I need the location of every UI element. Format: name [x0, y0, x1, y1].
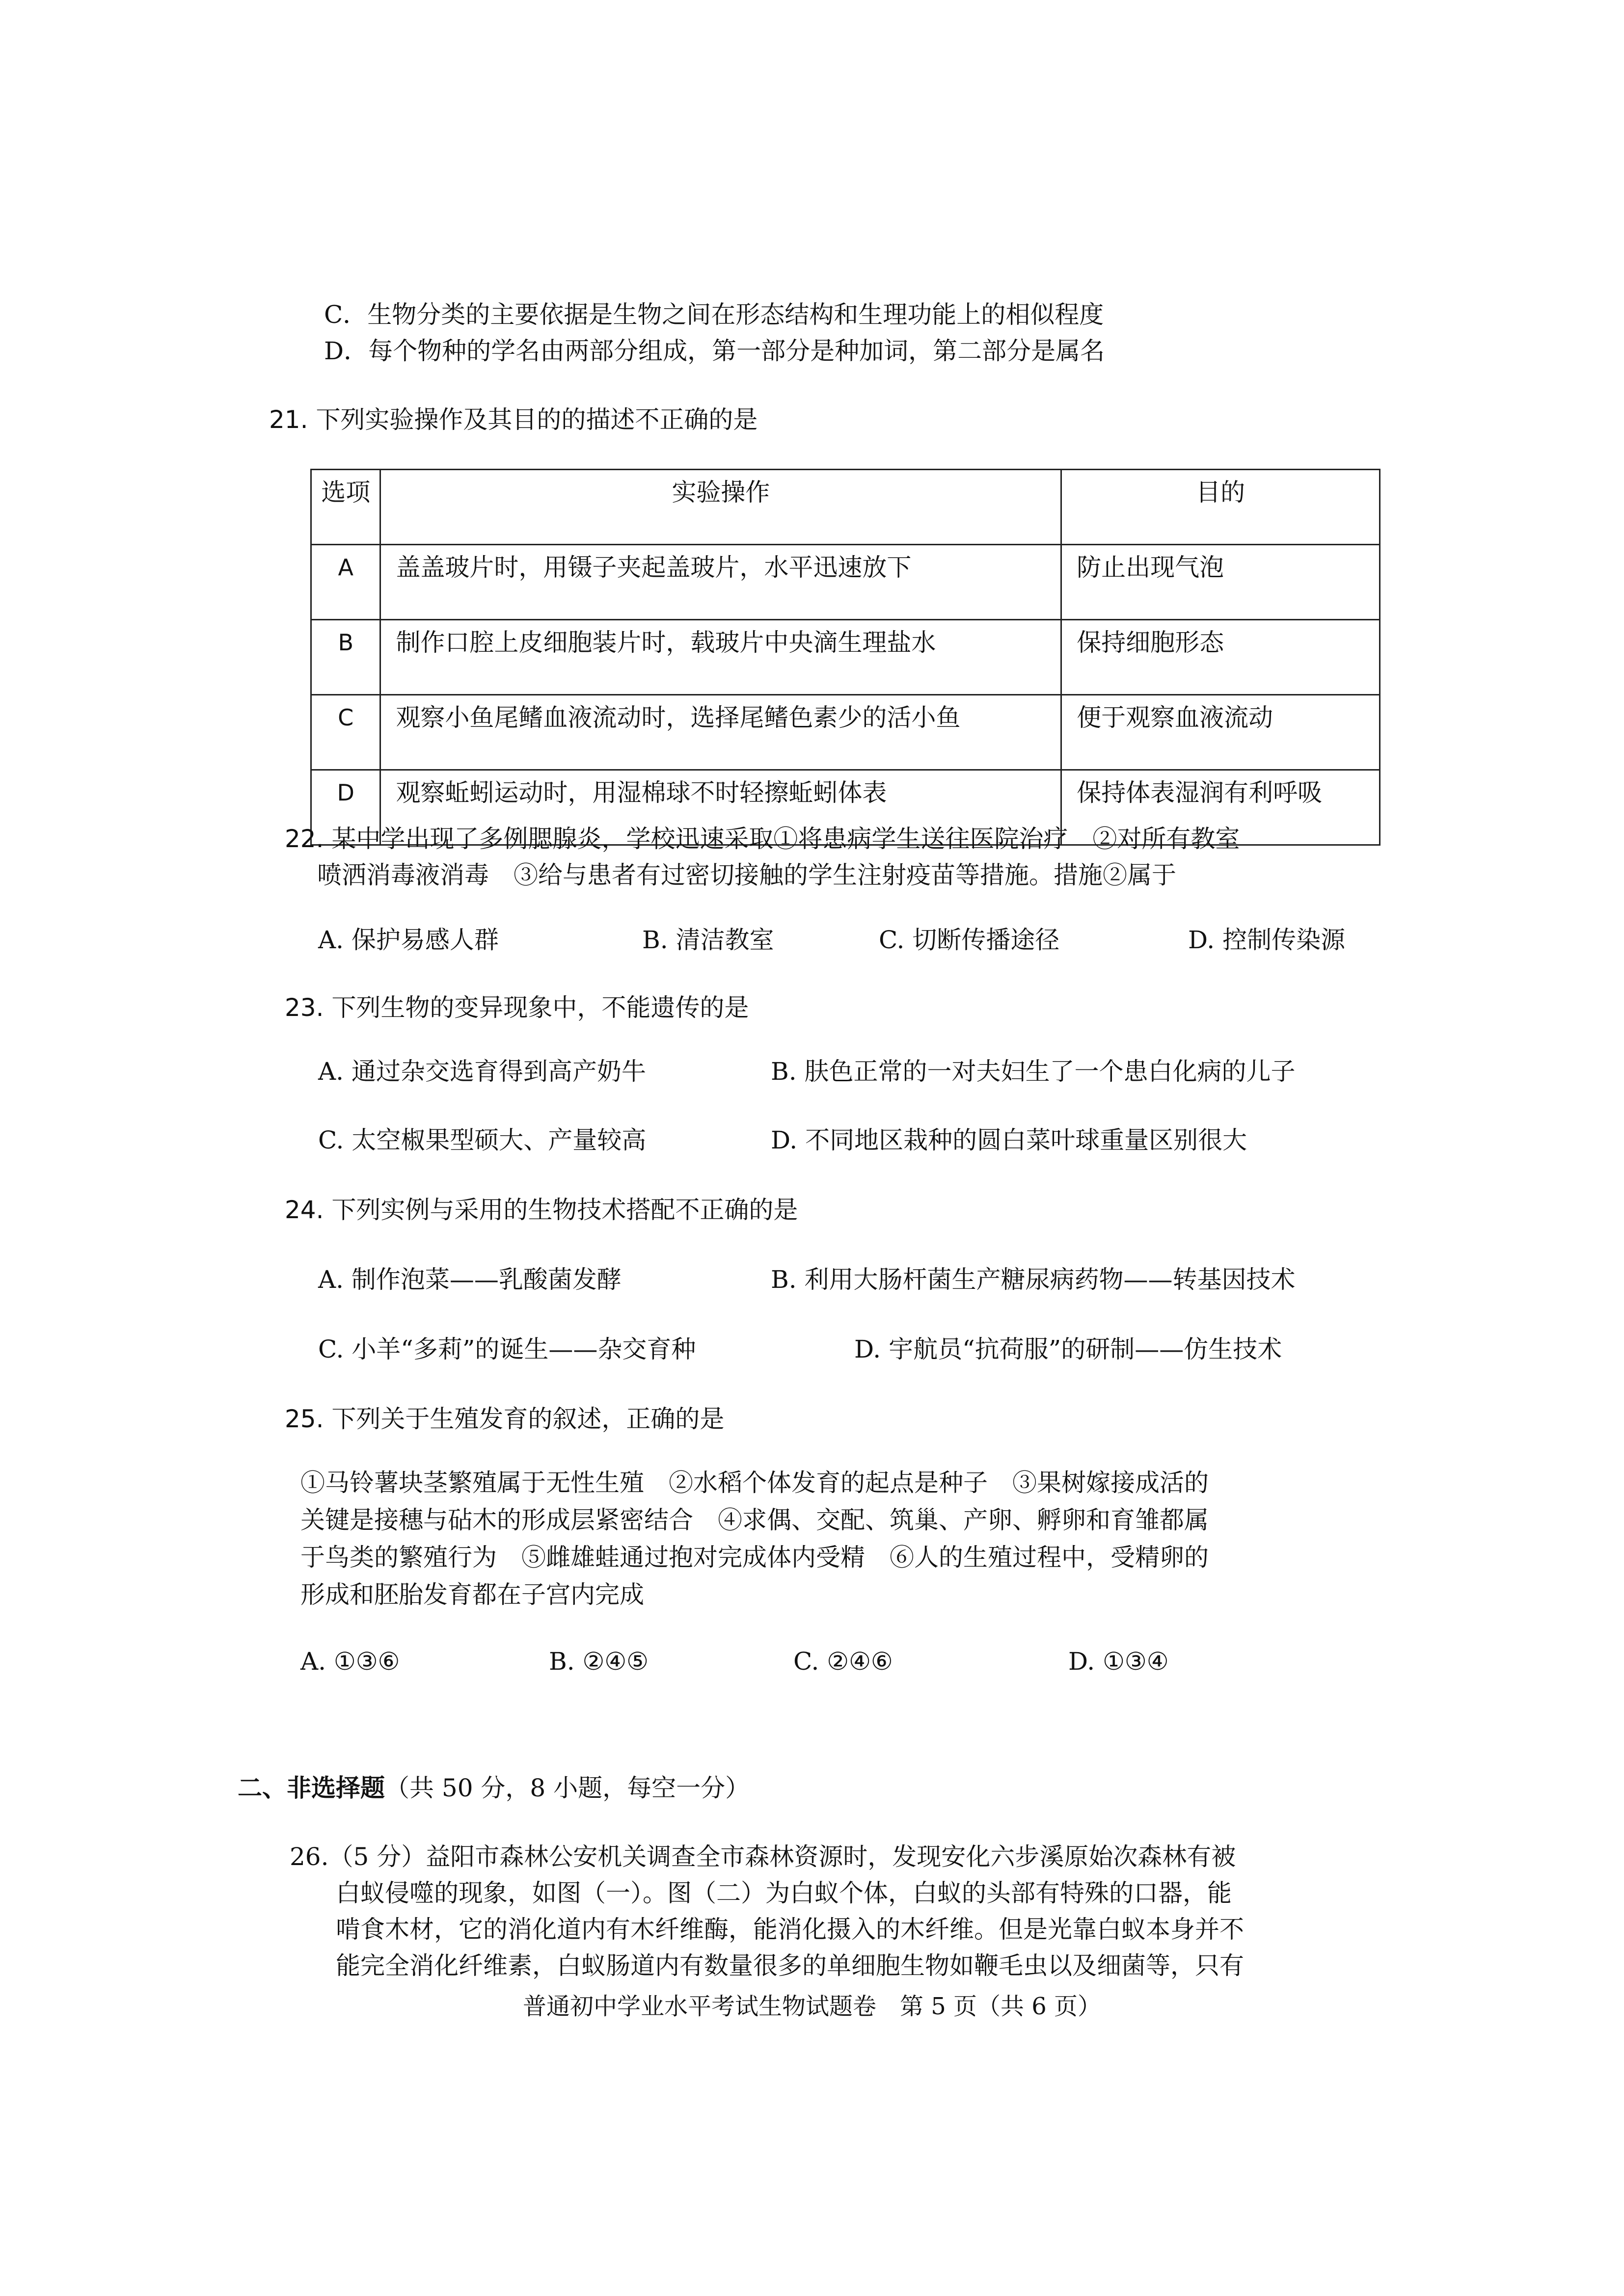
q25-option-a: A. ①③⑥: [300, 1647, 400, 1676]
q24-option-a: A. 制作泡菜——乳酸菌发酵: [318, 1265, 622, 1294]
q22-stem-text-1: 某中学出现了多例腮腺炎，学校迅速采取①将患病学生送往医院治疗 ②对所有教室: [331, 825, 1240, 853]
q22-stem-line-1: [285, 823, 1240, 855]
q23-option-b: B. 肤色正常的一对夫妇生了一个患白化病的儿子: [771, 1057, 1296, 1086]
q25-option-c: C. ②④⑥: [793, 1647, 893, 1676]
table-header-option: 选项: [311, 470, 380, 545]
q21-number: 21.: [269, 405, 308, 434]
table-cell-option: A: [311, 545, 380, 620]
table-cell-operation: 制作口腔上皮细胞装片时，载玻片中央滴生理盐水: [380, 620, 1061, 695]
q22-stem-line-2: 喷洒消毒液消毒 ③给与患者有过密切接触的学生注射疫苗等措施。措施②属于: [317, 861, 1176, 889]
q24-option-c: C. 小羊“多莉”的诞生——杂交育种: [318, 1335, 696, 1363]
table-row: [311, 620, 1380, 695]
q21-stem: 下列实验操作及其目的的描述不正确的是: [316, 405, 758, 434]
q26-line-3: 啃食木材，它的消化道内有木纤维酶，能消化摄入的木纤维。但是光靠白蚁本身并不: [336, 1915, 1244, 1944]
q26-line-2: 白蚁侵噬的现象，如图（一）。图（二）为白蚁个体，白蚁的头部有特殊的口器，能: [336, 1879, 1232, 1907]
q23-number: 23.: [285, 993, 324, 1022]
table-header-purpose: 目的: [1061, 470, 1380, 545]
q25-number: 25.: [285, 1405, 324, 1433]
q24-number: 24.: [285, 1196, 324, 1224]
table-cell-operation: 观察蚯蚓运动时，用湿棉球不时轻擦蚯蚓体表: [380, 770, 1061, 845]
table-row: [311, 695, 1380, 770]
q20-option-d: D．每个物种的学名由两部分组成，第一部分是种加词，第二部分是属名: [324, 337, 1105, 365]
q25-body-line-2: 关键是接穗与砧木的形成层紧密结合 ④求偶、交配、筑巢、产卵、孵卵和育雏都属: [300, 1506, 1209, 1534]
table-row: [311, 545, 1380, 620]
table-cell-operation: 盖盖玻片时，用镊子夹起盖玻片，水平迅速放下: [380, 545, 1061, 620]
q25-question: [285, 1403, 724, 1435]
q26-line-4: 能完全消化纤维素，白蚁肠道内有数量很多的单细胞生物如鞭毛虫以及细菌等，只有: [336, 1951, 1244, 1980]
table-cell-option: B: [311, 620, 380, 695]
q24-option-b: B. 利用大肠杆菌生产糖尿病药物——转基因技术: [771, 1265, 1296, 1294]
table-cell-option: C: [311, 695, 380, 770]
q25-body-line-4: 形成和胚胎发育都在子宫内完成: [300, 1580, 644, 1609]
section2-heading: [238, 1772, 750, 1804]
q25-body-line-3: 于鸟类的繁殖行为 ⑤雌雄蛙通过抱对完成体内受精 ⑥人的生殖过程中，受精卵的: [300, 1543, 1209, 1572]
table-cell-purpose: 保持体表湿润有利呼吸: [1061, 770, 1380, 845]
q23-option-a: A. 通过杂交选育得到高产奶牛: [318, 1057, 646, 1086]
q23-option-c: C. 太空椒果型硕大、产量较高: [318, 1126, 647, 1154]
table-cell-purpose: 便于观察血液流动: [1061, 695, 1380, 770]
section2-note: （共 50 分，8 小题，每空一分）: [385, 1774, 750, 1802]
q24-option-d: D. 宇航员“抗荷服”的研制——仿生技术: [854, 1335, 1282, 1363]
q23-question: [285, 991, 749, 1024]
table-header-row: [311, 470, 1380, 545]
q22-number: 22.: [285, 825, 324, 853]
table-cell-purpose: 防止出现气泡: [1061, 545, 1380, 620]
table-header-operation: 实验操作: [380, 470, 1061, 545]
q23-stem: 下列生物的变异现象中，不能遗传的是: [331, 993, 749, 1022]
q26-text-1: （5 分）益阳市森林公安机关调查全市森林资源时，发现安化六步溪原始次森林有被: [328, 1842, 1236, 1871]
q22-option-a: A. 保护易感人群: [318, 926, 499, 954]
q25-option-d: D. ①③④: [1068, 1647, 1169, 1676]
q21-experiment-table: [310, 469, 1380, 846]
q26-number: 26.: [290, 1842, 329, 1871]
table-cell-option: D: [311, 770, 380, 845]
q26-line-1: [290, 1841, 1236, 1873]
q25-option-b: B. ②④⑤: [549, 1647, 649, 1676]
q22-option-c: C. 切断传播途径: [879, 926, 1060, 954]
q20-option-c: C．生物分类的主要依据是生物之间在形态结构和生理功能上的相似程度: [324, 300, 1104, 329]
q25-body-line-1: ①马铃薯块茎繁殖属于无性生殖 ②水稻个体发育的起点是种子 ③果树嫁接成活的: [300, 1468, 1209, 1497]
q24-stem: 下列实例与采用的生物技术搭配不正确的是: [331, 1196, 798, 1224]
table-cell-purpose: 保持细胞形态: [1061, 620, 1380, 695]
table-cell-operation: 观察小鱼尾鳍血液流动时，选择尾鳍色素少的活小鱼: [380, 695, 1061, 770]
q24-question: [285, 1194, 798, 1226]
q23-option-d: D. 不同地区栽种的圆白菜叶球重量区别很大: [771, 1126, 1247, 1154]
q22-option-d: D. 控制传染源: [1188, 926, 1346, 954]
q25-stem: 下列关于生殖发育的叙述，正确的是: [331, 1405, 725, 1433]
page-footer: 普通初中学业水平考试生物试题卷 第 5 页（共 6 页）: [522, 1993, 1102, 2020]
q21-question: [269, 403, 758, 436]
q22-option-b: B. 清洁教室: [642, 926, 774, 954]
section2-title: 二、非选择题: [238, 1773, 385, 1802]
